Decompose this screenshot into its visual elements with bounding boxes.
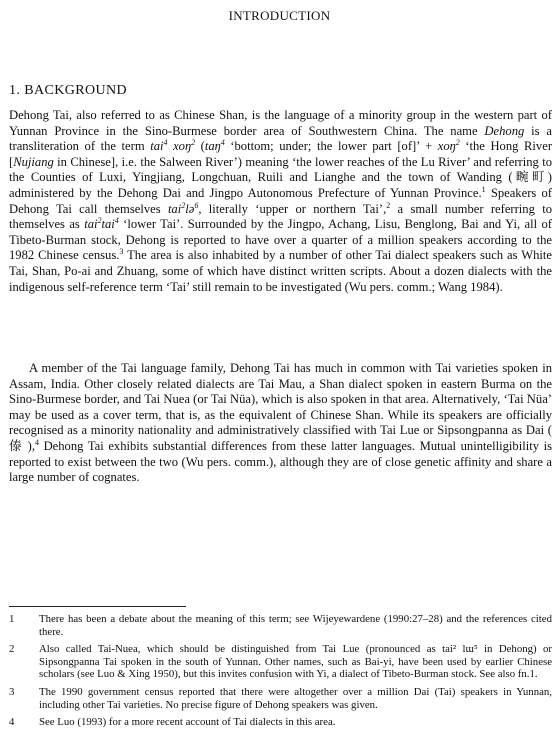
section-number: 1. — [9, 83, 21, 98]
footnote-item — [9, 686, 552, 711]
text-span: a small number referring to themselves as — [9, 201, 552, 232]
paragraph-background — [9, 108, 552, 295]
text-span: ‘bottom; under; the lower part [of]’ + — [224, 139, 438, 154]
term-nujiang: Nujiang — [13, 154, 54, 169]
text-span: ‘lower Tai’. Surrounded by the Jingpo, Achang, Lisu, Benglong, Bai and Yi, all of Tibeto-Burman stock, Dehong is reported to have over a quarter of a million speakers according to the 1982 Chinese census. — [9, 217, 552, 263]
page-title: INTRODUCTION — [228, 8, 331, 23]
footnote-item — [9, 643, 552, 681]
phonetic-term: taŋ$^4$ — [204, 138, 225, 154]
text-span: ( — [195, 139, 205, 154]
text-span: Speakers of Dehong Tai call themselves — [9, 185, 552, 216]
phonetic-term: tai$^2$lə$^6$ — [167, 200, 199, 216]
footnote-number: 2 — [9, 643, 15, 656]
footnotes — [9, 613, 552, 734]
footnote-text: There has been a debate about the meaning of this term; see Wijeyewardene (1990:27–28) and the references cited there. — [39, 613, 552, 638]
text-span: Dehong Tai, also referred to as Chinese Shan, is the language of a minority group in the western part of Yunnan Province in the Sino-Burmese border area of Southwestern China. The name — [9, 108, 552, 138]
footnote-text: The 1990 government census reported that there were altogether over a million Dai (Tai) speakers in Yunnan, including other Tai varieties. No precise figure of Dehong speakers was given. — [39, 685, 552, 711]
term-dehong: Dehong — [484, 123, 525, 138]
footnote-item — [9, 716, 552, 729]
footnote-number: 4 — [9, 716, 15, 729]
footnote-text: See Luo (1993) for a more recent account of Tai dialects in this area. — [39, 716, 336, 729]
section-title: BACKGROUND — [24, 83, 128, 98]
phonetic-term: tai$^2$tai$^4$ — [84, 216, 119, 232]
footnote-ref-3[interactable]: 3 — [119, 247, 124, 257]
text-span: A member of the Tai language family, Dehong Tai has much in common with Tai varieties spoken in Assam, India. Other closely related dialects are Tai Mau, a Shan dialect spoken in eastern Burma on the Sino-Burmese border, and Tai Nuea (or Tai Nüa), which is also spoken in that area. Alternatively, ‘Tai Nüa’ may be used as a cover term, that is, as the equivalent of Chinese Shan. While its speakers are officially recognised as a minority nationality and administratively classified with Tai Lue or Sipsongpanna as Dai ( 傣 ), — [9, 361, 552, 453]
footnote-ref-4[interactable]: 4 — [34, 437, 39, 447]
text-span: ‘the Hong River [ — [9, 139, 553, 169]
phonetic-term: tai$^4$ xoŋ$^2$ — [150, 138, 196, 154]
text-span: is a transliteration of the term — [9, 123, 552, 154]
footnote-item — [9, 613, 552, 638]
text-span: in Chinese], i.e. the Salween River’) meaning ‘the lower reaches of the Lu River’ and referring to the Counties of Luxi, Yingjiang, Longchuan, Ruili and Lianghe and the town of Wanding (畹町) administered by the Dehong Dai and Jingpo Autonomous Prefecture of Yunnan Province. — [9, 154, 552, 200]
text-span: The area is also inhabited by a number of other Tai dialect speakers such as White Tai, Shan, Po-ai and Zhuang, some of which have distinct written scripts. About a dozen dialects with the indigenous self-reference term ‘Tai’ still remain to be investigated (Wu pers. comm.; Wang 1984). — [9, 248, 553, 294]
footnote-number: 1 — [9, 613, 15, 625]
text-span: , literally ‘upper or northern Tai’, — [198, 201, 387, 216]
paragraph-tai-family — [9, 361, 552, 486]
footnote-ref-2[interactable]: 2 — [386, 200, 391, 210]
footnote-text: Also called Tai-Nuea, which should be distinguished from Tai Lue (pronounced as tai² lɯ⁵ in Dehong) or Sipsongpanna Tai spoken in the south of Yunnan. Other names, such as Bai-yi, have been used by earlier Chinese scholars (see Luo & Xing 1950), but this invites confusion with Yi, a dialect of Tibeto-Burman stock. See also fn.1. — [39, 643, 552, 681]
text-span: Dehong Tai exhibits substantial differences from these latter languages. Mutual unintelligibility is reported to exist between the two (Wu pers. comm.), although they are of close genetic affinity and share a large number of cognates. — [9, 438, 552, 485]
footnote-divider — [9, 606, 186, 607]
phonetic-term: xoŋ$^2$ — [437, 138, 460, 154]
footnote-ref-1[interactable]: 1 — [481, 184, 486, 194]
section-heading — [9, 83, 127, 99]
footnote-number: 3 — [9, 685, 15, 698]
